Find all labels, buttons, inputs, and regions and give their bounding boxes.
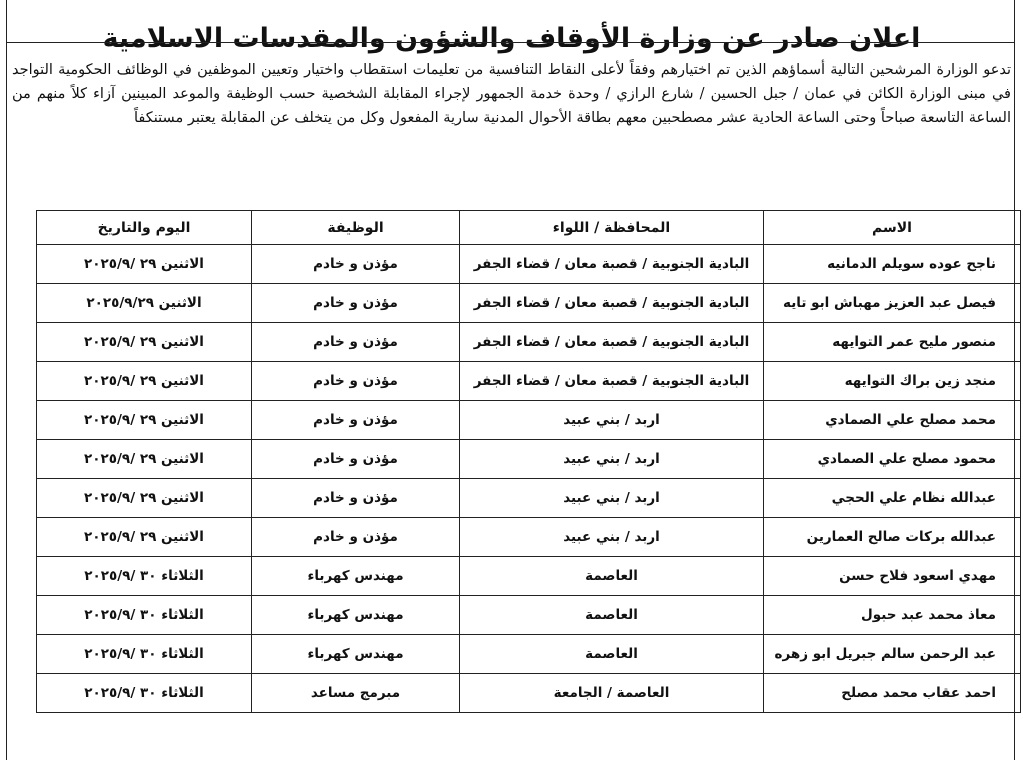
table-row (37, 362, 1021, 401)
cell-name: منصور مليح عمر التوايهه (764, 323, 1021, 362)
table-row (37, 401, 1021, 440)
cell-job: مهندس كهرباء (252, 557, 460, 596)
table-row (37, 479, 1021, 518)
page-title: اعلان صادر عن وزارة الأوقاف والشؤون والمقدسات الاسلامية (102, 23, 921, 55)
cell-name: منجد زين براك التوايهه (764, 362, 1021, 401)
header-name: الاسم (764, 211, 1021, 245)
announcement-intro (12, 58, 1011, 130)
cell-name: عبدالله بركات صالح العمارين (764, 518, 1021, 557)
table-row (37, 440, 1021, 479)
cell-job: مؤذن و خادم (252, 323, 460, 362)
table-row (37, 596, 1021, 635)
cell-governorate: البادية الجنوبية / قصبة معان / قضاء الجفر (460, 362, 764, 401)
cell-name: عبدالله نظام علي الحجي (764, 479, 1021, 518)
cell-governorate: العاصمة / الجامعة (460, 674, 764, 713)
intro-text: تدعو الوزارة المرشحين التالية أسماؤهم الذين تم اختيارهم وفقاً لأعلى النقاط التنافسية من تعليمات استقطاب واختيار وتعيين الموظفين في الوظائف الحكومية التواجد في مبنى الوزارة الكائن في عمان / جبل الحسين / شارع الرازي / وحدة خدمة الجمهور لإجراء المقابلة الشخصية حسب الوظيفة والموعد المبينين آزاء كلاً منهم من الساعة التاسعة صباحاً وحتى الساعة الحادية عشر مصطحبين معهم بطاقة الأحوال المدنية سارية المفعول وكل من يتخلف عن المقابلة يعتبر مستنكفاً (12, 62, 1011, 126)
cell-governorate: اربد / بني عبيد (460, 479, 764, 518)
cell-name: محمد مصلح علي الصمادي (764, 401, 1021, 440)
cell-governorate: العاصمة (460, 635, 764, 674)
cell-date: الاثنين ٢٠٢٥/٩/٢٩ (37, 284, 252, 323)
table-body (37, 245, 1021, 713)
cell-name: احمد عقاب محمد مصلح (764, 674, 1021, 713)
table-row (37, 518, 1021, 557)
cell-governorate: العاصمة (460, 557, 764, 596)
header-job: الوظيفة (252, 211, 460, 245)
cell-name: فيصل عبد العزيز مهباش ابو تايه (764, 284, 1021, 323)
cell-job: مؤذن و خادم (252, 245, 460, 284)
cell-date: الثلاثاء ٣٠ /٢٠٢٥/٩ (37, 557, 252, 596)
cell-job: مؤذن و خادم (252, 518, 460, 557)
title-divider (6, 42, 1015, 43)
cell-governorate: البادية الجنوبية / قصبة معان / قضاء الجفر (460, 323, 764, 362)
table-row (37, 245, 1021, 284)
cell-date: الثلاثاء ٣٠ /٢٠٢٥/٩ (37, 635, 252, 674)
cell-job: مهندس كهرباء (252, 635, 460, 674)
cell-date: الاثنين ٢٩ /٢٠٢٥/٩ (37, 479, 252, 518)
candidates-table (36, 210, 1021, 713)
cell-governorate: البادية الجنوبية / قصبة معان / قضاء الجفر (460, 284, 764, 323)
cell-date: الاثنين ٢٩ /٢٠٢٥/٩ (37, 401, 252, 440)
cell-name: عبد الرحمن سالم جبريل ابو زهره (764, 635, 1021, 674)
table-header-row (37, 211, 1021, 245)
cell-job: مهندس كهرباء (252, 596, 460, 635)
table-row (37, 674, 1021, 713)
cell-name: مهدي اسعود فلاح حسن (764, 557, 1021, 596)
cell-job: مؤذن و خادم (252, 362, 460, 401)
cell-governorate: اربد / بني عبيد (460, 440, 764, 479)
cell-governorate: العاصمة (460, 596, 764, 635)
cell-date: الاثنين ٢٩ /٢٠٢٥/٩ (37, 245, 252, 284)
cell-job: مبرمج مساعد (252, 674, 460, 713)
cell-name: ناجح عوده سويلم الدمانيه (764, 245, 1021, 284)
header-date: اليوم والتاريخ (37, 211, 252, 245)
cell-governorate: اربد / بني عبيد (460, 518, 764, 557)
cell-date: الاثنين ٢٩ /٢٠٢٥/٩ (37, 518, 252, 557)
cell-governorate: اربد / بني عبيد (460, 401, 764, 440)
table-row (37, 635, 1021, 674)
cell-job: مؤذن و خادم (252, 479, 460, 518)
cell-date: الثلاثاء ٣٠ /٢٠٢٥/٩ (37, 596, 252, 635)
cell-date: الاثنين ٢٩ /٢٠٢٥/٩ (37, 362, 252, 401)
cell-date: الاثنين ٢٩ /٢٠٢٥/٩ (37, 323, 252, 362)
cell-job: مؤذن و خادم (252, 401, 460, 440)
header-governorate: المحافظة / اللواء (460, 211, 764, 245)
cell-date: الاثنين ٢٩ /٢٠٢٥/٩ (37, 440, 252, 479)
table-row (37, 284, 1021, 323)
cell-governorate: البادية الجنوبية / قصبة معان / قضاء الجفر (460, 245, 764, 284)
cell-name: محمود مصلح علي الصمادي (764, 440, 1021, 479)
cell-name: معاذ محمد عبد حبول (764, 596, 1021, 635)
table-row (37, 323, 1021, 362)
cell-job: مؤذن و خادم (252, 284, 460, 323)
table-row (37, 557, 1021, 596)
cell-job: مؤذن و خادم (252, 440, 460, 479)
cell-date: الثلاثاء ٣٠ /٢٠٢٥/٩ (37, 674, 252, 713)
